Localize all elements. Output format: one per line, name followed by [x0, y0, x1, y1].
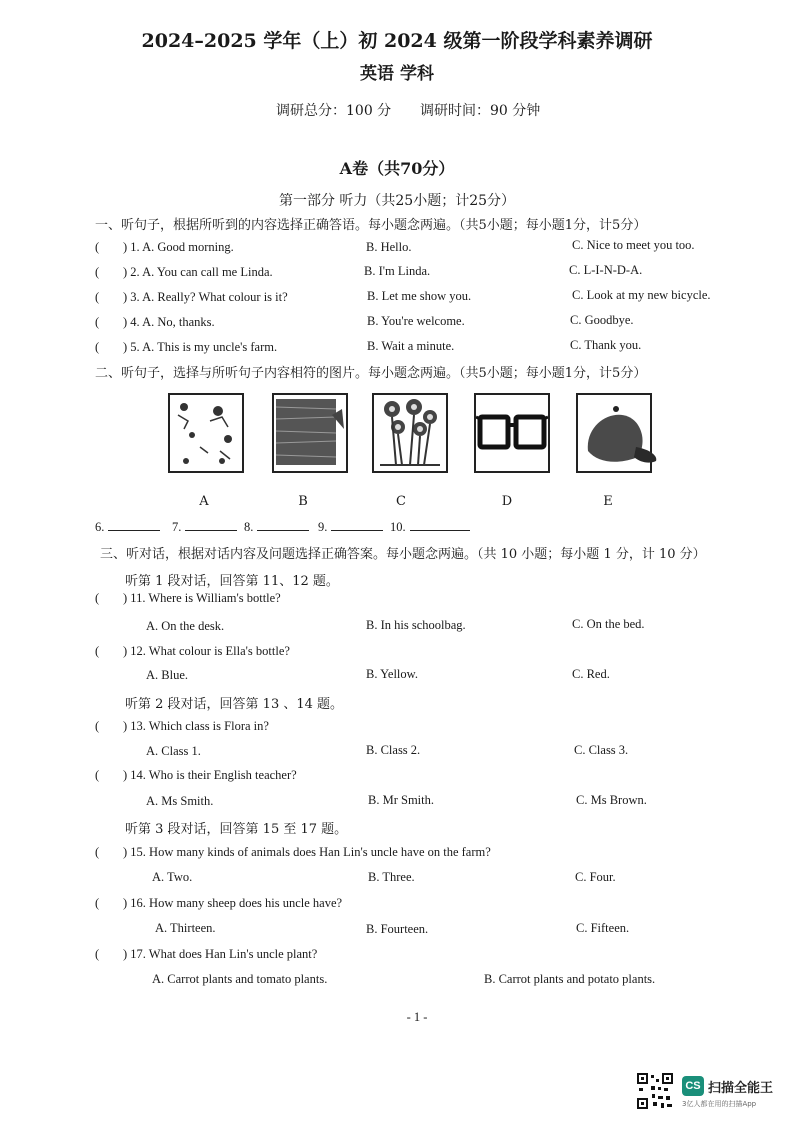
label-b: B [298, 494, 308, 509]
option-16b: B. Fourteen. [366, 922, 429, 936]
dialogue-2-instruction: 听第 2 段对话，回答第 13 、14 题。 [125, 697, 344, 712]
option-12b: B. Yellow. [366, 667, 418, 681]
question-16: ( ) 16. How many sheep does his uncle have? [95, 896, 343, 910]
option-17a: A. Carrot plants and tomato plants. [152, 972, 328, 986]
label-e: E [603, 494, 613, 509]
option-3b: B. Let me show you. [367, 289, 472, 303]
exam-time: 调研时间：90 分钟 [420, 103, 541, 119]
exam-title: 2024–2025 学年（上）初 2024 级第一阶段学科素养调研 [141, 30, 653, 52]
section-a-title: A卷（共70分） [339, 159, 455, 178]
option-15b: B. Three. [368, 870, 415, 884]
question-4: ( ) 4. A. No, thanks. [95, 315, 215, 329]
question-5: ( ) 5. A. This is my uncle's farm. [95, 340, 278, 354]
option-14b: B. Mr Smith. [368, 793, 434, 807]
label-c: C [396, 494, 406, 509]
option-4b: B. You're welcome. [367, 314, 465, 328]
dialogue-1-instruction: 听第 1 段对话，回答第 11、12 题。 [125, 574, 339, 589]
option-14a: A. Ms Smith. [146, 794, 214, 808]
option-1b: B. Hello. [366, 240, 412, 254]
brand-name: 扫描全能王 [708, 1081, 774, 1096]
question-12: ( ) 12. What colour is Ella's bottle? [95, 644, 290, 658]
option-11a: A. On the desk. [146, 619, 225, 633]
option-12a: A. Blue. [146, 668, 189, 682]
option-17b: B. Carrot plants and potato plants. [484, 972, 656, 986]
answer-blank-9[interactable]: 9. [318, 520, 383, 535]
part-one-instruction: 一、听句子，根据所听到的内容选择正确答语。每小题念两遍。（共5小题；每小题1分，计5分） [95, 218, 647, 233]
brand-tagline: 3亿人都在用的扫描App [682, 1100, 757, 1108]
subject-title: 英语 学科 [360, 64, 434, 84]
picture-a-animals [168, 393, 244, 473]
picture-c-flowers [372, 393, 448, 473]
camscanner-logo: CS [682, 1076, 704, 1096]
question-15: ( ) 15. How many kinds of animals does Han Lin's uncle have on the farm? [95, 845, 491, 859]
option-15a: A. Two. [152, 870, 193, 884]
question-3: ( ) 3. A. Really? What colour is it? [95, 290, 288, 304]
picture-b-dense-scene [272, 393, 348, 473]
option-15c: C. Four. [575, 870, 616, 884]
option-13b: B. Class 2. [366, 743, 421, 757]
answer-blank-10[interactable]: 10. [390, 520, 470, 535]
page-number: - 1 - [406, 1010, 428, 1024]
option-2b: B. I'm Linda. [364, 264, 431, 278]
question-2: ( ) 2. A. You can call me Linda. [95, 265, 273, 279]
qr-code-icon [636, 1072, 674, 1110]
question-17: ( ) 17. What does Han Lin's uncle plant? [95, 947, 318, 961]
label-a: A [199, 494, 209, 509]
option-11c: C. On the bed. [572, 617, 645, 631]
answer-blank-8[interactable]: 8. [244, 520, 309, 535]
question-14: ( ) 14. Who is their English teacher? [95, 768, 297, 782]
dialogue-3-instruction: 听第 3 段对话，回答第 15 至 17 题。 [125, 822, 348, 837]
option-5b: B. Wait a minute. [367, 339, 455, 353]
option-1c: C. Nice to meet you too. [572, 238, 695, 252]
option-14c: C. Ms Brown. [576, 793, 647, 807]
label-d: D [501, 494, 513, 509]
option-16a: A. Thirteen. [155, 921, 216, 935]
option-3c: C. Look at my new bicycle. [572, 288, 711, 302]
option-12c: C. Red. [572, 667, 610, 681]
part-three-instruction: 三、听对话，根据对话内容及问题选择正确答案。每小题念两遍。（共 10 小题；每小题 1 分，计 10 分） [100, 547, 706, 562]
option-4c: C. Goodbye. [570, 313, 634, 327]
option-16c: C. Fifteen. [576, 921, 630, 935]
option-2c: C. L-I-N-D-A. [569, 263, 643, 277]
answer-blank-7[interactable]: 7. [172, 520, 237, 535]
total-score: 调研总分：100 分 [276, 103, 392, 119]
option-11b: B. In his schoolbag. [366, 618, 466, 632]
picture-d-glasses [474, 393, 550, 473]
question-1: ( ) 1. A. Good morning. [95, 240, 234, 254]
option-13c: C. Class 3. [574, 743, 629, 757]
option-5c: C. Thank you. [570, 338, 642, 352]
part-two-instruction: 二、听句子，选择与所听句子内容相符的图片。每小题念两遍。（共5小题；每小题1分，计5分） [95, 366, 647, 381]
question-13: ( ) 13. Which class is Flora in? [95, 719, 269, 733]
answer-blank-6[interactable]: 6. [95, 520, 160, 535]
picture-e-cap [576, 393, 652, 473]
part1-title: 第一部分 听力（共25小题；计25分） [278, 193, 516, 209]
question-11: ( ) 11. Where is William's bottle? [95, 591, 281, 605]
option-13a: A. Class 1. [146, 744, 201, 758]
